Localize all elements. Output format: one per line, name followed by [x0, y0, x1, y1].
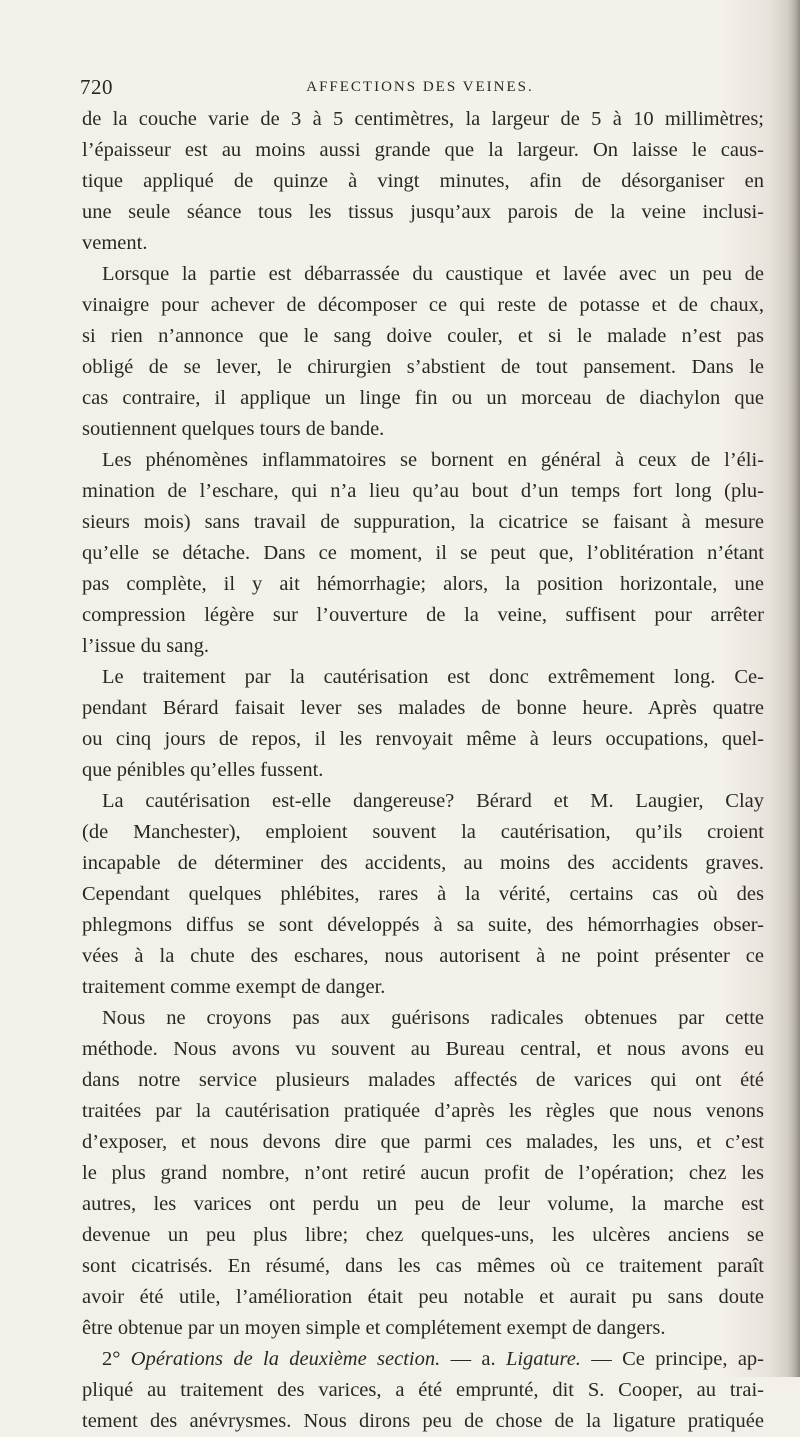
- text-line: Le traitement par la cautérisation est donc extrêmement long. Ce-: [102, 666, 764, 688]
- text-line: vées à la chute des eschares, nous autorisent à ne point présenter ce: [82, 945, 764, 967]
- text-line: ou cinq jours de repos, il les renvoyait même à leurs occupations, quel-: [82, 728, 764, 750]
- page-edge-shadow: [786, 0, 800, 1377]
- text-line: Les phénomènes inflammatoires se bornent en général à ceux de l’éli-: [102, 449, 764, 471]
- text-line: sont cicatrisés. En résumé, dans les cas mêmes où ce traitement paraît: [82, 1255, 764, 1277]
- text-line: cas contraire, il applique un linge fin ou un morceau de diachylon que: [82, 387, 764, 409]
- text-line: Lorsque la partie est débarrassée du caustique et lavée avec un peu de: [102, 263, 764, 285]
- text-line: traitement comme exempt de danger.: [82, 976, 386, 998]
- text-line: pliqué au traitement des varices, a été emprunté, dit S. Cooper, au trai-: [82, 1379, 764, 1401]
- text-line: devenue un peu plus libre; chez quelques-uns, les ulcères anciens se: [82, 1224, 764, 1246]
- text-line: l’issue du sang.: [82, 635, 209, 657]
- text-line: pas complète, il y ait hémorrhagie; alors, la position horizontale, une: [82, 573, 764, 595]
- running-head: AFFECTIONS DES VEINES.: [306, 79, 534, 95]
- text-line: de la couche varie de 3 à 5 centimètres, la largeur de 5 à 10 millimètres;: [82, 108, 764, 130]
- text-line: vinaigre pour achever de décomposer ce qui reste de potasse et de chaux,: [82, 294, 764, 316]
- section-separator: — a.: [440, 1348, 506, 1370]
- text-line: une seule séance tous les tissus jusqu’aux parois de la veine inclusi-: [82, 201, 764, 223]
- text-line: traitées par la cautérisation pratiquée d’après les règles que nous venons: [82, 1100, 764, 1122]
- page-header: [80, 75, 760, 105]
- text-line: pendant Bérard faisait lever ses malades de bonne heure. Après quatre: [82, 697, 764, 719]
- text-line: avoir été utile, l’amélioration était peu notable et aurait pu sans doute: [82, 1286, 764, 1308]
- text-line: Cependant quelques phlébites, rares à la vérité, certains cas où des: [82, 883, 764, 905]
- section-text: — Ce principe, ap-: [580, 1348, 764, 1370]
- text-line: qu’elle se détache. Dans ce moment, il se peut que, l’oblitération n’étant: [82, 542, 764, 564]
- text-line: mination de l’eschare, qui n’a lieu qu’au bout d’un temps fort long (plu-: [82, 480, 764, 502]
- text-line: l’épaisseur est au moins aussi grande que la largeur. On laisse le caus-: [82, 139, 764, 161]
- text-line: (de Manchester), emploient souvent la cautérisation, qu’ils croient: [82, 821, 764, 843]
- text-line: être obtenue par un moyen simple et complétement exempt de dangers.: [82, 1317, 666, 1339]
- text-line: que pénibles qu’elles fussent.: [82, 759, 324, 781]
- text-line: tique appliqué de quinze à vingt minutes, afin de désorganiser en: [82, 170, 764, 192]
- text-line: La cautérisation est-elle dangereuse? Bérard et M. Laugier, Clay: [102, 790, 764, 812]
- section-number: 2°: [102, 1348, 121, 1370]
- text-line: phlegmons diffus se sont développés à sa suite, des hémorrhagies obser-: [82, 914, 764, 936]
- text-line: obligé de se lever, le chirurgien s’abstient de tout pansement. Dans le: [82, 356, 764, 378]
- section-heading-line: [82, 1344, 764, 1375]
- text-line: incapable de déterminer des accidents, au moins des accidents graves.: [82, 852, 764, 874]
- text-line: compression légère sur l’ouverture de la veine, suffisent pour arrêter: [82, 604, 764, 626]
- text-line: autres, les varices ont perdu un peu de leur volume, la marche est: [82, 1193, 764, 1215]
- page-number: 720: [80, 75, 113, 99]
- text-line: méthode. Nous avons vu souvent au Bureau central, et nous avons eu: [82, 1038, 764, 1060]
- text-line: vement.: [82, 232, 148, 254]
- text-line: si rien n’annonce que le sang doive couler, et si le malade n’est pas: [82, 325, 764, 347]
- text-line: le plus grand nombre, n’ont retiré aucun profit de l’opération; chez les: [82, 1162, 764, 1184]
- text-line: Nous ne croyons pas aux guérisons radicales obtenues par cette: [102, 1007, 764, 1029]
- text-line: soutiennent quelques tours de bande.: [82, 418, 385, 440]
- text-line: sieurs mois) sans travail de suppuration, la cicatrice se faisant à mesure: [82, 511, 764, 533]
- text-line: d’exposer, et nous devons dire que parmi ces malades, les uns, et c’est: [82, 1131, 764, 1153]
- text-line: tement des anévrysmes. Nous dirons peu de chose de la ligature pratiquée: [82, 1410, 764, 1432]
- text-line: dans notre service plusieurs malades affectés de varices qui ont été: [82, 1069, 764, 1091]
- body-text: [82, 104, 764, 1437]
- section-subtitle: Ligature.: [505, 1348, 581, 1370]
- section-title: Opérations de la deuxième section.: [130, 1348, 441, 1370]
